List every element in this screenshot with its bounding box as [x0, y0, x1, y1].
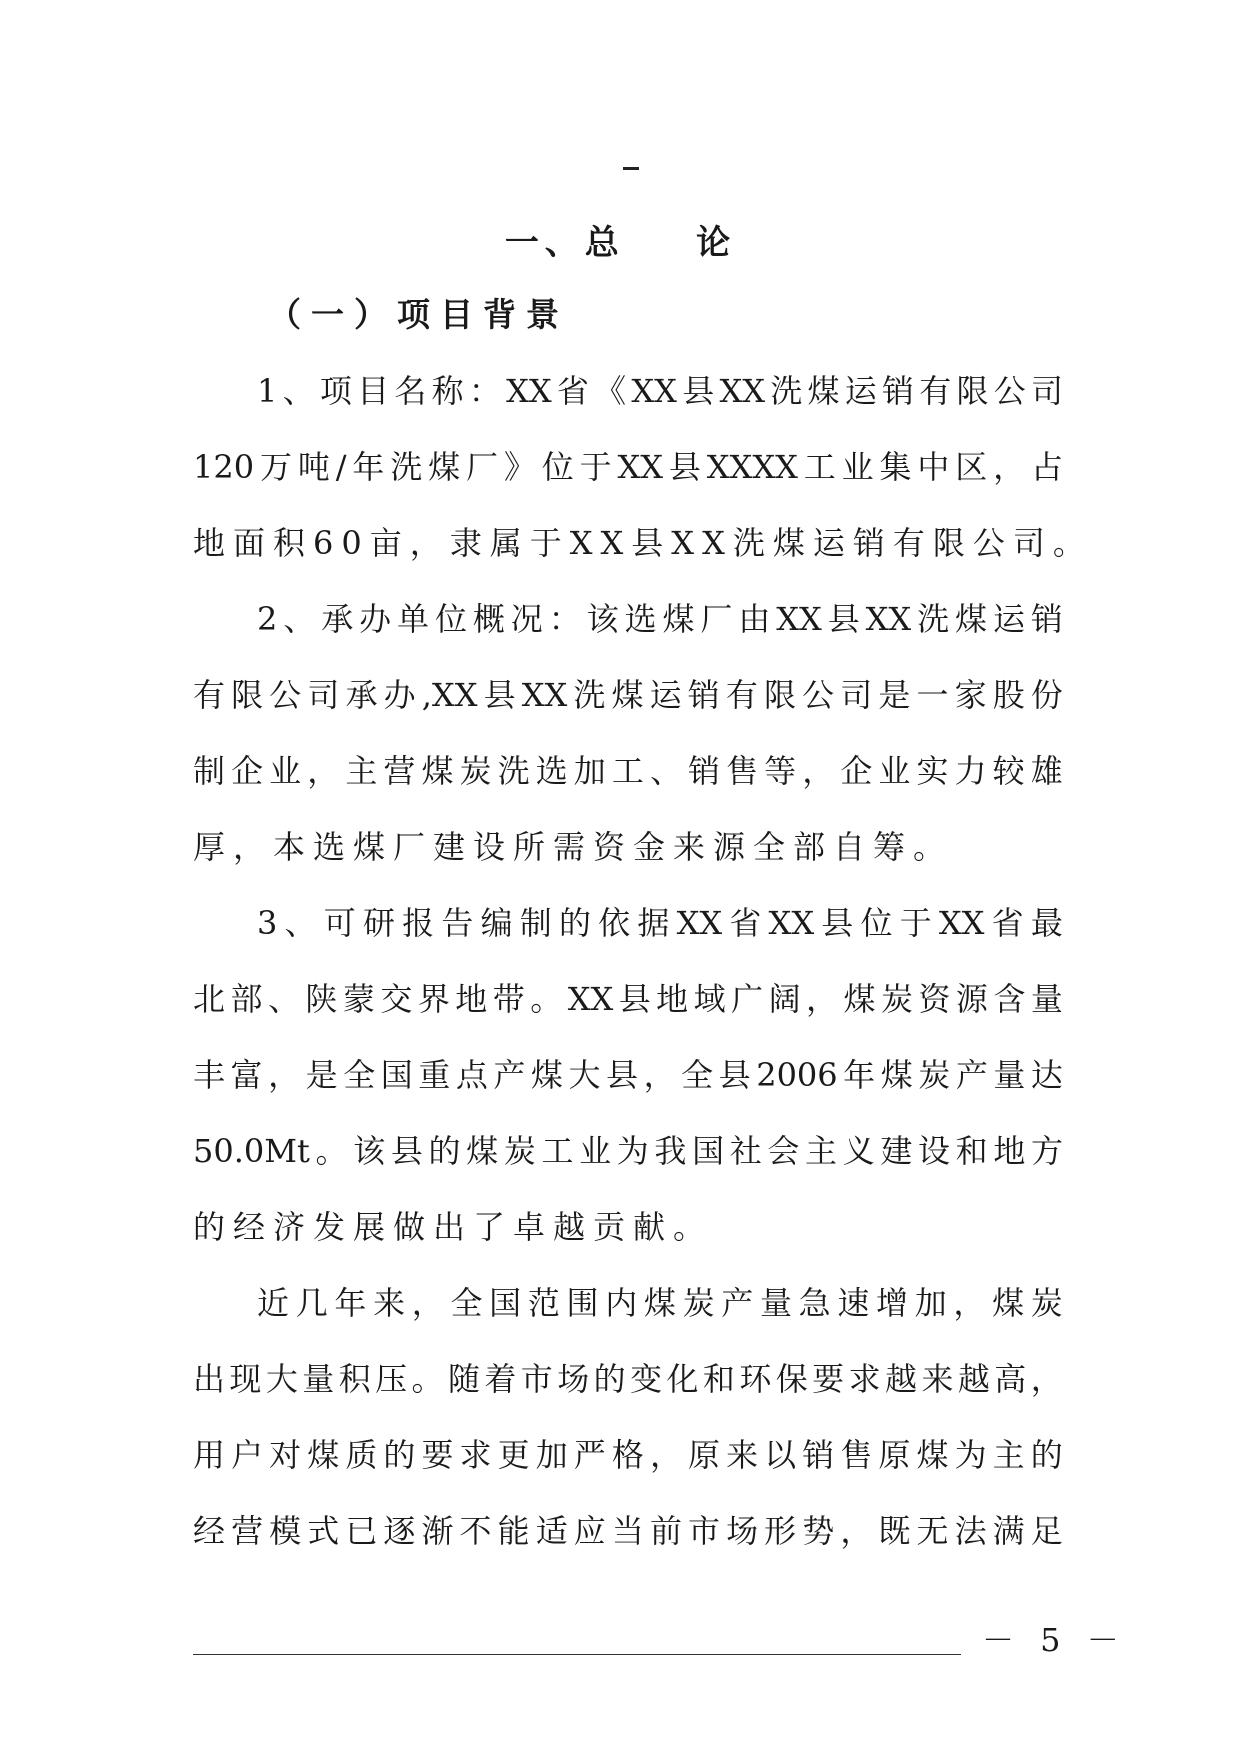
paragraph-line: 厚，本选煤厂建设所需资金来源全部自筹。 — [193, 828, 954, 866]
paragraph-line: 北 部 、 陕 蒙 交 界 地 带 。 XX 县 地 域 广 阔 ， 煤 炭 资 源 含 量 — [193, 980, 1063, 1018]
header-mark — [623, 167, 639, 170]
paragraph-line: 3 、 可 研 报 告 编 制 的 依 据 XX 省 XX 县 位 于 XX 省 最 — [257, 904, 1063, 942]
paragraph-line: 120 万 吨 / 年 洗 煤 厂 》 位 于 XX 县 XXXX 工 业 集 中 区 ， 占 — [193, 448, 1063, 486]
paragraph-line: 1 、 项 目 名 称 ： XX 省 《 XX 县 XX 洗 煤 运 销 有 限 公 司 — [257, 372, 1063, 410]
paragraph-line: 2 、 承 办 单 位 概 况 ： 该 选 煤 厂 由 XX 县 XX 洗 煤 运 销 — [257, 600, 1063, 638]
paragraph-line: 制 企 业 ， 主 营 煤 炭 洗 选 加 工 、 销 售 等 ， 企 业 实 力 较 雄 — [193, 752, 1063, 790]
paragraph-line: 丰 富 ， 是 全 国 重 点 产 煤 大 县 ， 全 县 2006 年 煤 炭 产 量 达 — [193, 1056, 1063, 1094]
footer-rule — [193, 1654, 961, 1655]
body-text — [193, 368, 1093, 1584]
section-heading: （一）项目背景 — [268, 295, 569, 334]
paragraph-line: 出 现 大 量 积 压 。 随 着 市 场 的 变 化 和 环 保 要 求 越 来 越 高 ， — [193, 1360, 1063, 1398]
paragraph-line: 用 户 对 煤 质 的 要 求 更 加 严 格 ， 原 来 以 销 售 原 煤 为 主 的 — [193, 1436, 1063, 1474]
page-number: － 5 － — [982, 1621, 1127, 1659]
chapter-title: 一、总 论 — [504, 223, 737, 263]
paragraph-line: 有 限 公 司 承 办 ,XX 县 XX 洗 煤 运 销 有 限 公 司 是 一 家 股 份 — [193, 676, 1063, 714]
paragraph-line: 经 营 模 式 已 逐 渐 不 能 适 应 当 前 市 场 形 势 ， 既 无 法 满 足 — [193, 1512, 1063, 1550]
paragraph-line: 50.0Mt 。 该 县 的 煤 炭 工 业 为 我 国 社 会 主 义 建 设 和 地 方 — [193, 1132, 1063, 1170]
paragraph-line: 近 几 年 来 ， 全 国 范 围 内 煤 炭 产 量 急 速 增 加 ， 煤 炭 — [257, 1284, 1063, 1322]
paragraph-line: 的经济发展做出了卓越贡献。 — [193, 1208, 714, 1246]
paragraph-line: 地面积60亩，隶属于XX县XX洗煤运销有限公司。 — [193, 524, 1093, 562]
